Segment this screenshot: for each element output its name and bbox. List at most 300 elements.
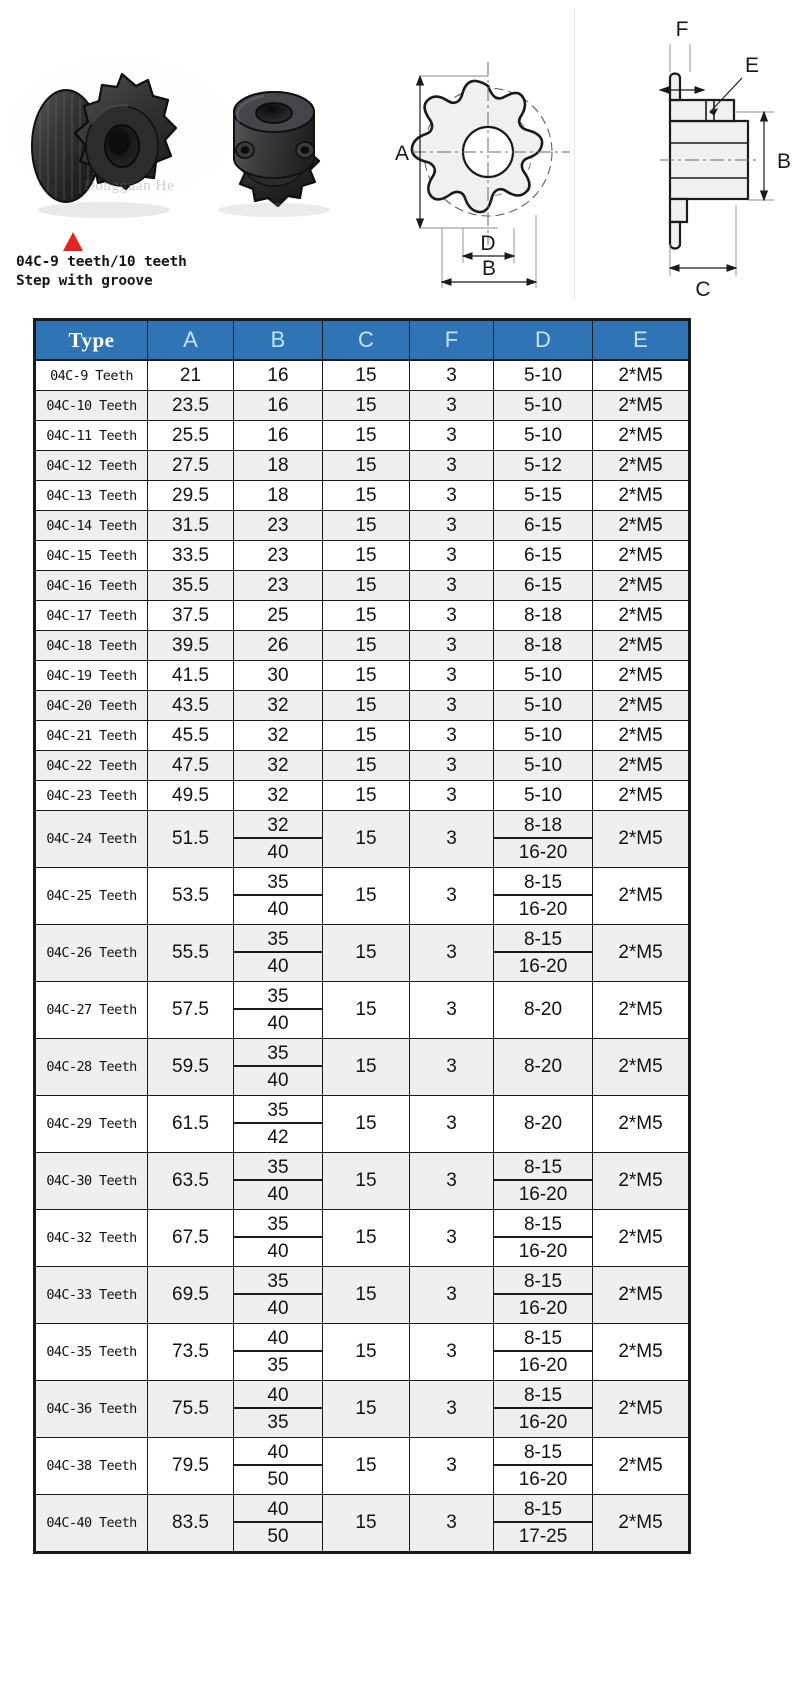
cell-c: 15 bbox=[323, 868, 410, 925]
cell-type: 04C-16 Teeth bbox=[35, 571, 148, 601]
table-row bbox=[35, 451, 690, 481]
cell-d bbox=[494, 925, 593, 982]
cell-b-part: 35 bbox=[234, 983, 322, 1010]
cell-d-part: 8-15 bbox=[494, 1211, 592, 1238]
product-caption bbox=[16, 253, 187, 291]
cell-c: 15 bbox=[323, 1381, 410, 1438]
cell-e: 2*M5 bbox=[593, 751, 690, 781]
cell-a: 69.5 bbox=[148, 1267, 234, 1324]
cell-type: 04C-17 Teeth bbox=[35, 601, 148, 631]
cell-e: 2*M5 bbox=[593, 451, 690, 481]
cell-f: 3 bbox=[410, 1495, 494, 1553]
cell-e: 2*M5 bbox=[593, 1267, 690, 1324]
cell-e: 2*M5 bbox=[593, 1324, 690, 1381]
table-header bbox=[35, 320, 690, 361]
table-row bbox=[35, 721, 690, 751]
cell-d: 5-10 bbox=[494, 691, 593, 721]
cell-d: 5-10 bbox=[494, 661, 593, 691]
cell-b bbox=[234, 982, 323, 1039]
cell-c: 15 bbox=[323, 1210, 410, 1267]
cell-c: 15 bbox=[323, 1324, 410, 1381]
cell-d bbox=[494, 1267, 593, 1324]
cell-b-part: 35 bbox=[234, 1211, 322, 1238]
cell-e: 2*M5 bbox=[593, 661, 690, 691]
cell-e: 2*M5 bbox=[593, 601, 690, 631]
cell-b: 30 bbox=[234, 661, 323, 691]
cell-d: 8-20 bbox=[494, 1039, 593, 1096]
table-header-row bbox=[35, 320, 690, 361]
cell-f: 3 bbox=[410, 571, 494, 601]
cell-b bbox=[234, 1267, 323, 1324]
cell-c: 15 bbox=[323, 511, 410, 541]
cell-f: 3 bbox=[410, 541, 494, 571]
cell-e: 2*M5 bbox=[593, 1096, 690, 1153]
column-header-d: D bbox=[494, 320, 593, 361]
specification-table bbox=[33, 318, 691, 1554]
cell-e: 2*M5 bbox=[593, 511, 690, 541]
cell-d: 6-15 bbox=[494, 571, 593, 601]
cell-e: 2*M5 bbox=[593, 481, 690, 511]
cell-c: 15 bbox=[323, 421, 410, 451]
cell-d: 5-10 bbox=[494, 781, 593, 811]
cell-f: 3 bbox=[410, 481, 494, 511]
cell-b: 32 bbox=[234, 691, 323, 721]
cell-b-part: 42 bbox=[267, 1127, 289, 1148]
cell-f: 3 bbox=[410, 1324, 494, 1381]
cell-a: 35.5 bbox=[148, 571, 234, 601]
table-row bbox=[35, 481, 690, 511]
cell-f: 3 bbox=[410, 1267, 494, 1324]
cell-d-part: 16-20 bbox=[518, 956, 568, 977]
cell-b: 32 bbox=[234, 751, 323, 781]
cell-b-part: 35 bbox=[234, 1040, 322, 1067]
cell-b-part: 40 bbox=[267, 1241, 289, 1262]
cell-b bbox=[234, 811, 323, 868]
cell-b-part: 40 bbox=[267, 956, 289, 977]
cell-e: 2*M5 bbox=[593, 1210, 690, 1267]
column-header-a: A bbox=[148, 320, 234, 361]
cell-e: 2*M5 bbox=[593, 1495, 690, 1553]
cell-b-part: 40 bbox=[267, 1070, 289, 1091]
cell-b bbox=[234, 1153, 323, 1210]
cell-a: 79.5 bbox=[148, 1438, 234, 1495]
cell-d-part: 16-20 bbox=[518, 899, 568, 920]
cell-d: 5-10 bbox=[494, 721, 593, 751]
cell-type: 04C-30 Teeth bbox=[35, 1153, 148, 1210]
table-row bbox=[35, 982, 690, 1039]
cell-d bbox=[494, 811, 593, 868]
cell-b bbox=[234, 1039, 323, 1096]
cell-type: 04C-32 Teeth bbox=[35, 1210, 148, 1267]
table-row bbox=[35, 571, 690, 601]
cell-b bbox=[234, 1210, 323, 1267]
cell-b: 26 bbox=[234, 631, 323, 661]
cell-type: 04C-19 Teeth bbox=[35, 661, 148, 691]
cell-e: 2*M5 bbox=[593, 421, 690, 451]
cell-f: 3 bbox=[410, 751, 494, 781]
dim-label-a-front: A bbox=[394, 142, 410, 165]
column-header-c: C bbox=[323, 320, 410, 361]
cell-f: 3 bbox=[410, 1438, 494, 1495]
cell-c: 15 bbox=[323, 601, 410, 631]
cell-f: 3 bbox=[410, 925, 494, 982]
cell-c: 15 bbox=[323, 1495, 410, 1553]
cell-f: 3 bbox=[410, 601, 494, 631]
cell-b: 32 bbox=[234, 781, 323, 811]
cell-type: 04C-26 Teeth bbox=[35, 925, 148, 982]
cell-a: 57.5 bbox=[148, 982, 234, 1039]
cell-e: 2*M5 bbox=[593, 781, 690, 811]
cell-d-part: 16-20 bbox=[518, 1298, 568, 1319]
cell-e: 2*M5 bbox=[593, 1381, 690, 1438]
cell-d-part: 8-15 bbox=[494, 1325, 592, 1352]
cell-f: 3 bbox=[410, 1153, 494, 1210]
cell-b-part: 40 bbox=[234, 1382, 322, 1409]
cell-d bbox=[494, 1495, 593, 1553]
cell-d bbox=[494, 1153, 593, 1210]
cell-a: 27.5 bbox=[148, 451, 234, 481]
table-row bbox=[35, 511, 690, 541]
cell-type: 04C-22 Teeth bbox=[35, 751, 148, 781]
cell-d bbox=[494, 1438, 593, 1495]
cell-f: 3 bbox=[410, 721, 494, 751]
cell-e: 2*M5 bbox=[593, 868, 690, 925]
table-row bbox=[35, 541, 690, 571]
cell-c: 15 bbox=[323, 1039, 410, 1096]
dim-label-b-front: B bbox=[481, 257, 497, 280]
cell-e: 2*M5 bbox=[593, 391, 690, 421]
cell-type: 04C-15 Teeth bbox=[35, 541, 148, 571]
cell-d-part: 17-25 bbox=[518, 1526, 568, 1547]
cell-c: 15 bbox=[323, 1267, 410, 1324]
cell-b: 16 bbox=[234, 421, 323, 451]
cell-b-part: 40 bbox=[234, 1325, 322, 1352]
cell-b bbox=[234, 868, 323, 925]
cell-type: 04C-13 Teeth bbox=[35, 481, 148, 511]
cell-c: 15 bbox=[323, 811, 410, 868]
sprocket-technical-drawing bbox=[384, 0, 800, 310]
table-row bbox=[35, 811, 690, 868]
photo-watermark: Dongguan He bbox=[84, 178, 175, 194]
cell-c: 15 bbox=[323, 691, 410, 721]
cell-f: 3 bbox=[410, 661, 494, 691]
cell-type: 04C-18 Teeth bbox=[35, 631, 148, 661]
table-row bbox=[35, 1495, 690, 1553]
cell-e: 2*M5 bbox=[593, 360, 690, 391]
cell-a: 23.5 bbox=[148, 391, 234, 421]
cell-b-part: 32 bbox=[234, 812, 322, 839]
cell-d: 8-18 bbox=[494, 631, 593, 661]
cell-a: 33.5 bbox=[148, 541, 234, 571]
table-row bbox=[35, 601, 690, 631]
cell-b-part: 40 bbox=[267, 1298, 289, 1319]
cell-b: 23 bbox=[234, 541, 323, 571]
cell-b: 18 bbox=[234, 481, 323, 511]
table-row bbox=[35, 925, 690, 982]
table-row bbox=[35, 360, 690, 391]
cell-b-part: 40 bbox=[234, 1496, 322, 1523]
cell-d-part: 8-15 bbox=[494, 1496, 592, 1523]
cell-d-part: 8-15 bbox=[494, 1439, 592, 1466]
cell-b: 23 bbox=[234, 571, 323, 601]
cell-f: 3 bbox=[410, 1210, 494, 1267]
cell-a: 73.5 bbox=[148, 1324, 234, 1381]
cell-e: 2*M5 bbox=[593, 982, 690, 1039]
cell-a: 51.5 bbox=[148, 811, 234, 868]
cell-b-part: 50 bbox=[267, 1526, 289, 1547]
cell-f: 3 bbox=[410, 781, 494, 811]
product-photo-panel bbox=[0, 0, 384, 310]
cell-f: 3 bbox=[410, 631, 494, 661]
table-row bbox=[35, 421, 690, 451]
cell-c: 15 bbox=[323, 781, 410, 811]
cell-type: 04C-21 Teeth bbox=[35, 721, 148, 751]
cell-c: 15 bbox=[323, 541, 410, 571]
cell-b bbox=[234, 1438, 323, 1495]
specification-table-wrapper bbox=[33, 318, 688, 1554]
cell-d-part: 16-20 bbox=[518, 1469, 568, 1490]
cell-d-part: 16-20 bbox=[518, 1355, 568, 1376]
cell-a: 55.5 bbox=[148, 925, 234, 982]
cell-a: 53.5 bbox=[148, 868, 234, 925]
cell-b-part: 35 bbox=[267, 1412, 289, 1433]
table-body bbox=[35, 360, 690, 1553]
cell-e: 2*M5 bbox=[593, 721, 690, 751]
column-header-b: B bbox=[234, 320, 323, 361]
cell-e: 2*M5 bbox=[593, 1039, 690, 1096]
cell-d bbox=[494, 1324, 593, 1381]
cell-b-part: 40 bbox=[267, 899, 289, 920]
table-row bbox=[35, 1210, 690, 1267]
cell-e: 2*M5 bbox=[593, 541, 690, 571]
cell-type: 04C-40 Teeth bbox=[35, 1495, 148, 1553]
cell-d-part: 8-18 bbox=[494, 812, 592, 839]
cell-c: 15 bbox=[323, 1096, 410, 1153]
cell-b-part: 40 bbox=[267, 842, 289, 863]
cell-a: 61.5 bbox=[148, 1096, 234, 1153]
cell-d-part: 16-20 bbox=[518, 842, 568, 863]
cell-type: 04C-35 Teeth bbox=[35, 1324, 148, 1381]
cell-type: 04C-25 Teeth bbox=[35, 868, 148, 925]
cell-b: 23 bbox=[234, 511, 323, 541]
cell-f: 3 bbox=[410, 811, 494, 868]
cell-type: 04C-10 Teeth bbox=[35, 391, 148, 421]
cell-a: 25.5 bbox=[148, 421, 234, 451]
cell-d: 5-10 bbox=[494, 360, 593, 391]
cell-c: 15 bbox=[323, 571, 410, 601]
cell-c: 15 bbox=[323, 751, 410, 781]
cell-c: 15 bbox=[323, 631, 410, 661]
cell-a: 49.5 bbox=[148, 781, 234, 811]
dim-label-f-side: F bbox=[675, 18, 689, 41]
cell-a: 83.5 bbox=[148, 1495, 234, 1553]
cell-d: 5-12 bbox=[494, 451, 593, 481]
cell-f: 3 bbox=[410, 360, 494, 391]
table-row bbox=[35, 661, 690, 691]
cell-type: 04C-33 Teeth bbox=[35, 1267, 148, 1324]
table-row bbox=[35, 751, 690, 781]
cell-b-part: 35 bbox=[267, 1355, 289, 1376]
cell-d: 6-15 bbox=[494, 511, 593, 541]
cell-f: 3 bbox=[410, 391, 494, 421]
cell-type: 04C-9 Teeth bbox=[35, 360, 148, 391]
cell-d: 8-20 bbox=[494, 982, 593, 1039]
cell-d: 8-20 bbox=[494, 1096, 593, 1153]
cell-d-part: 8-15 bbox=[494, 1154, 592, 1181]
cell-type: 04C-14 Teeth bbox=[35, 511, 148, 541]
caption-line-2: Step with groove bbox=[16, 273, 153, 289]
cell-d: 6-15 bbox=[494, 541, 593, 571]
cell-c: 15 bbox=[323, 661, 410, 691]
cell-a: 21 bbox=[148, 360, 234, 391]
cell-e: 2*M5 bbox=[593, 811, 690, 868]
table-row bbox=[35, 1438, 690, 1495]
cell-b-part: 35 bbox=[234, 1154, 322, 1181]
caption-line-1: 04C-9 teeth/10 teeth bbox=[16, 254, 187, 270]
cell-e: 2*M5 bbox=[593, 1438, 690, 1495]
table-row bbox=[35, 1153, 690, 1210]
cell-d-part: 8-15 bbox=[494, 1268, 592, 1295]
cell-e: 2*M5 bbox=[593, 691, 690, 721]
cell-e: 2*M5 bbox=[593, 571, 690, 601]
cell-a: 31.5 bbox=[148, 511, 234, 541]
cell-d bbox=[494, 1381, 593, 1438]
cell-type: 04C-11 Teeth bbox=[35, 421, 148, 451]
table-row bbox=[35, 868, 690, 925]
table-row bbox=[35, 1267, 690, 1324]
cell-b: 32 bbox=[234, 721, 323, 751]
cell-a: 29.5 bbox=[148, 481, 234, 511]
cell-a: 41.5 bbox=[148, 661, 234, 691]
cell-a: 37.5 bbox=[148, 601, 234, 631]
cell-f: 3 bbox=[410, 1381, 494, 1438]
table-row bbox=[35, 1324, 690, 1381]
cell-b: 16 bbox=[234, 360, 323, 391]
cell-f: 3 bbox=[410, 982, 494, 1039]
technical-drawing-panel bbox=[384, 0, 800, 310]
cell-b-part: 40 bbox=[267, 1013, 289, 1034]
cell-f: 3 bbox=[410, 421, 494, 451]
table-row bbox=[35, 1096, 690, 1153]
cell-b-part: 40 bbox=[234, 1439, 322, 1466]
cell-type: 04C-27 Teeth bbox=[35, 982, 148, 1039]
cell-a: 67.5 bbox=[148, 1210, 234, 1267]
table-row bbox=[35, 1381, 690, 1438]
cell-type: 04C-24 Teeth bbox=[35, 811, 148, 868]
cell-d-part: 8-15 bbox=[494, 1382, 592, 1409]
cell-c: 15 bbox=[323, 1153, 410, 1210]
cell-b bbox=[234, 1381, 323, 1438]
cell-c: 15 bbox=[323, 481, 410, 511]
cell-f: 3 bbox=[410, 1039, 494, 1096]
sprocket-photo-angled bbox=[18, 68, 194, 224]
cell-b: 16 bbox=[234, 391, 323, 421]
product-overview-section bbox=[0, 0, 800, 310]
red-arrow-pointer bbox=[63, 232, 83, 251]
cell-d: 5-10 bbox=[494, 391, 593, 421]
cell-c: 15 bbox=[323, 925, 410, 982]
sprocket-photo-hub bbox=[198, 70, 350, 225]
cell-b bbox=[234, 1495, 323, 1553]
table-row bbox=[35, 691, 690, 721]
dim-label-b-side: B bbox=[776, 150, 792, 173]
cell-c: 15 bbox=[323, 391, 410, 421]
cell-b: 25 bbox=[234, 601, 323, 631]
cell-d: 5-10 bbox=[494, 751, 593, 781]
cell-d-part: 16-20 bbox=[518, 1184, 568, 1205]
cell-a: 63.5 bbox=[148, 1153, 234, 1210]
cell-a: 59.5 bbox=[148, 1039, 234, 1096]
cell-b-part: 35 bbox=[234, 869, 322, 896]
table-row bbox=[35, 631, 690, 661]
cell-b bbox=[234, 1324, 323, 1381]
cell-type: 04C-38 Teeth bbox=[35, 1438, 148, 1495]
cell-b-part: 35 bbox=[234, 1097, 322, 1124]
table-row bbox=[35, 781, 690, 811]
cell-b-part: 35 bbox=[234, 1268, 322, 1295]
cell-b-part: 50 bbox=[267, 1469, 289, 1490]
cell-f: 3 bbox=[410, 868, 494, 925]
cell-f: 3 bbox=[410, 451, 494, 481]
cell-b-part: 40 bbox=[267, 1184, 289, 1205]
cell-e: 2*M5 bbox=[593, 925, 690, 982]
cell-f: 3 bbox=[410, 691, 494, 721]
dim-label-c-side: C bbox=[695, 278, 711, 301]
cell-f: 3 bbox=[410, 1096, 494, 1153]
column-header-f: F bbox=[410, 320, 494, 361]
cell-c: 15 bbox=[323, 1438, 410, 1495]
table-row bbox=[35, 1039, 690, 1096]
cell-b bbox=[234, 925, 323, 982]
cell-a: 45.5 bbox=[148, 721, 234, 751]
cell-a: 47.5 bbox=[148, 751, 234, 781]
cell-d-part: 16-20 bbox=[518, 1241, 568, 1262]
cell-b-part: 35 bbox=[234, 926, 322, 953]
column-header-e: E bbox=[593, 320, 690, 361]
cell-d: 8-18 bbox=[494, 601, 593, 631]
cell-type: 04C-23 Teeth bbox=[35, 781, 148, 811]
cell-type: 04C-28 Teeth bbox=[35, 1039, 148, 1096]
table-row bbox=[35, 391, 690, 421]
cell-type: 04C-20 Teeth bbox=[35, 691, 148, 721]
cell-c: 15 bbox=[323, 360, 410, 391]
cell-d-part: 8-15 bbox=[494, 926, 592, 953]
cell-e: 2*M5 bbox=[593, 631, 690, 661]
cell-d: 5-10 bbox=[494, 421, 593, 451]
cell-d-part: 16-20 bbox=[518, 1412, 568, 1433]
cell-d-part: 8-15 bbox=[494, 869, 592, 896]
cell-b bbox=[234, 1096, 323, 1153]
cell-c: 15 bbox=[323, 982, 410, 1039]
column-header-type: Type bbox=[35, 320, 148, 361]
cell-b: 18 bbox=[234, 451, 323, 481]
cell-a: 75.5 bbox=[148, 1381, 234, 1438]
cell-a: 39.5 bbox=[148, 631, 234, 661]
cell-type: 04C-36 Teeth bbox=[35, 1381, 148, 1438]
cell-c: 15 bbox=[323, 451, 410, 481]
cell-f: 3 bbox=[410, 511, 494, 541]
cell-type: 04C-12 Teeth bbox=[35, 451, 148, 481]
cell-a: 43.5 bbox=[148, 691, 234, 721]
cell-type: 04C-29 Teeth bbox=[35, 1096, 148, 1153]
cell-e: 2*M5 bbox=[593, 1153, 690, 1210]
cell-d bbox=[494, 868, 593, 925]
dim-label-e-side: E bbox=[744, 54, 760, 77]
cell-c: 15 bbox=[323, 721, 410, 751]
dim-label-d-front: D bbox=[480, 232, 496, 255]
cell-d bbox=[494, 1210, 593, 1267]
cell-d: 5-15 bbox=[494, 481, 593, 511]
